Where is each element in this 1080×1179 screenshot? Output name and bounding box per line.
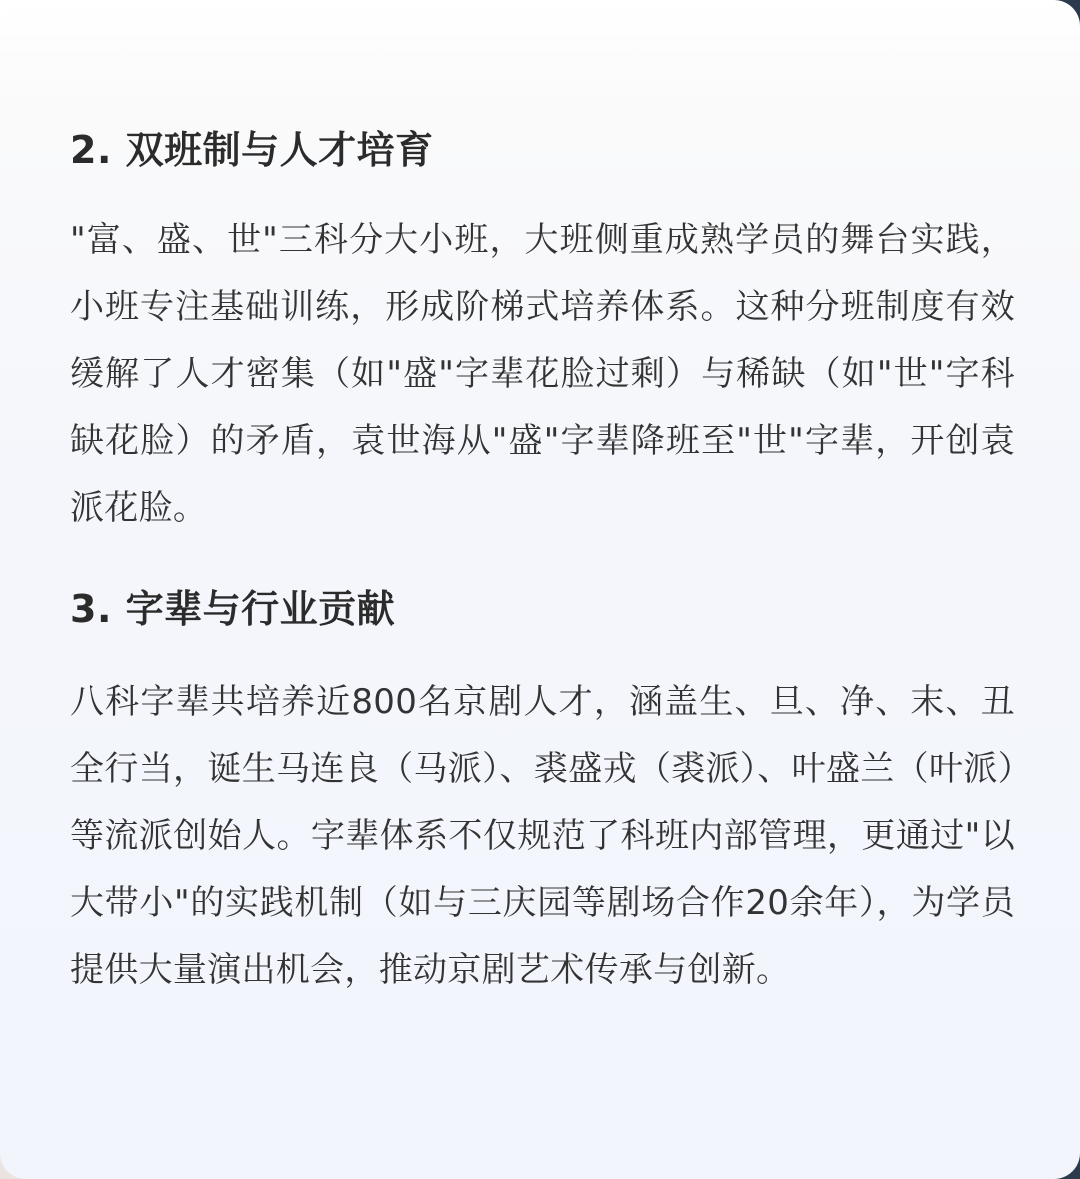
section-heading: 2. 双班制与人才培育 [70,128,434,172]
section-paragraph: "富、盛、世"三科分大小班，大班侧重成熟学员的舞台实践，小班专注基础训练，形成阶梯式培养体系。这种分班制度有效缓解了人才密集（如"盛"字辈花脸过剩）与稀缺（如"世"字科缺花脸）的矛盾，袁世海从"盛"字辈降班至"世"字辈，开创袁派花脸。 [70,220,1015,528]
section-paragraph: 八科字辈共培养近800名京剧人才，涵盖生、旦、净、末、丑全行当，诞生马连良（马派）、裘盛戎（裘派）、叶盛兰（叶派）等流派创始人。字辈体系不仅规范了科班内部管理，更通过"以大带小"的实践机制（如与三庆园等剧场合作20余年），为学员提供大量演出机会，推动京剧艺术传承与创新。 [70,682,1015,990]
section-heading: 3. 字辈与行业贡献 [70,587,396,631]
